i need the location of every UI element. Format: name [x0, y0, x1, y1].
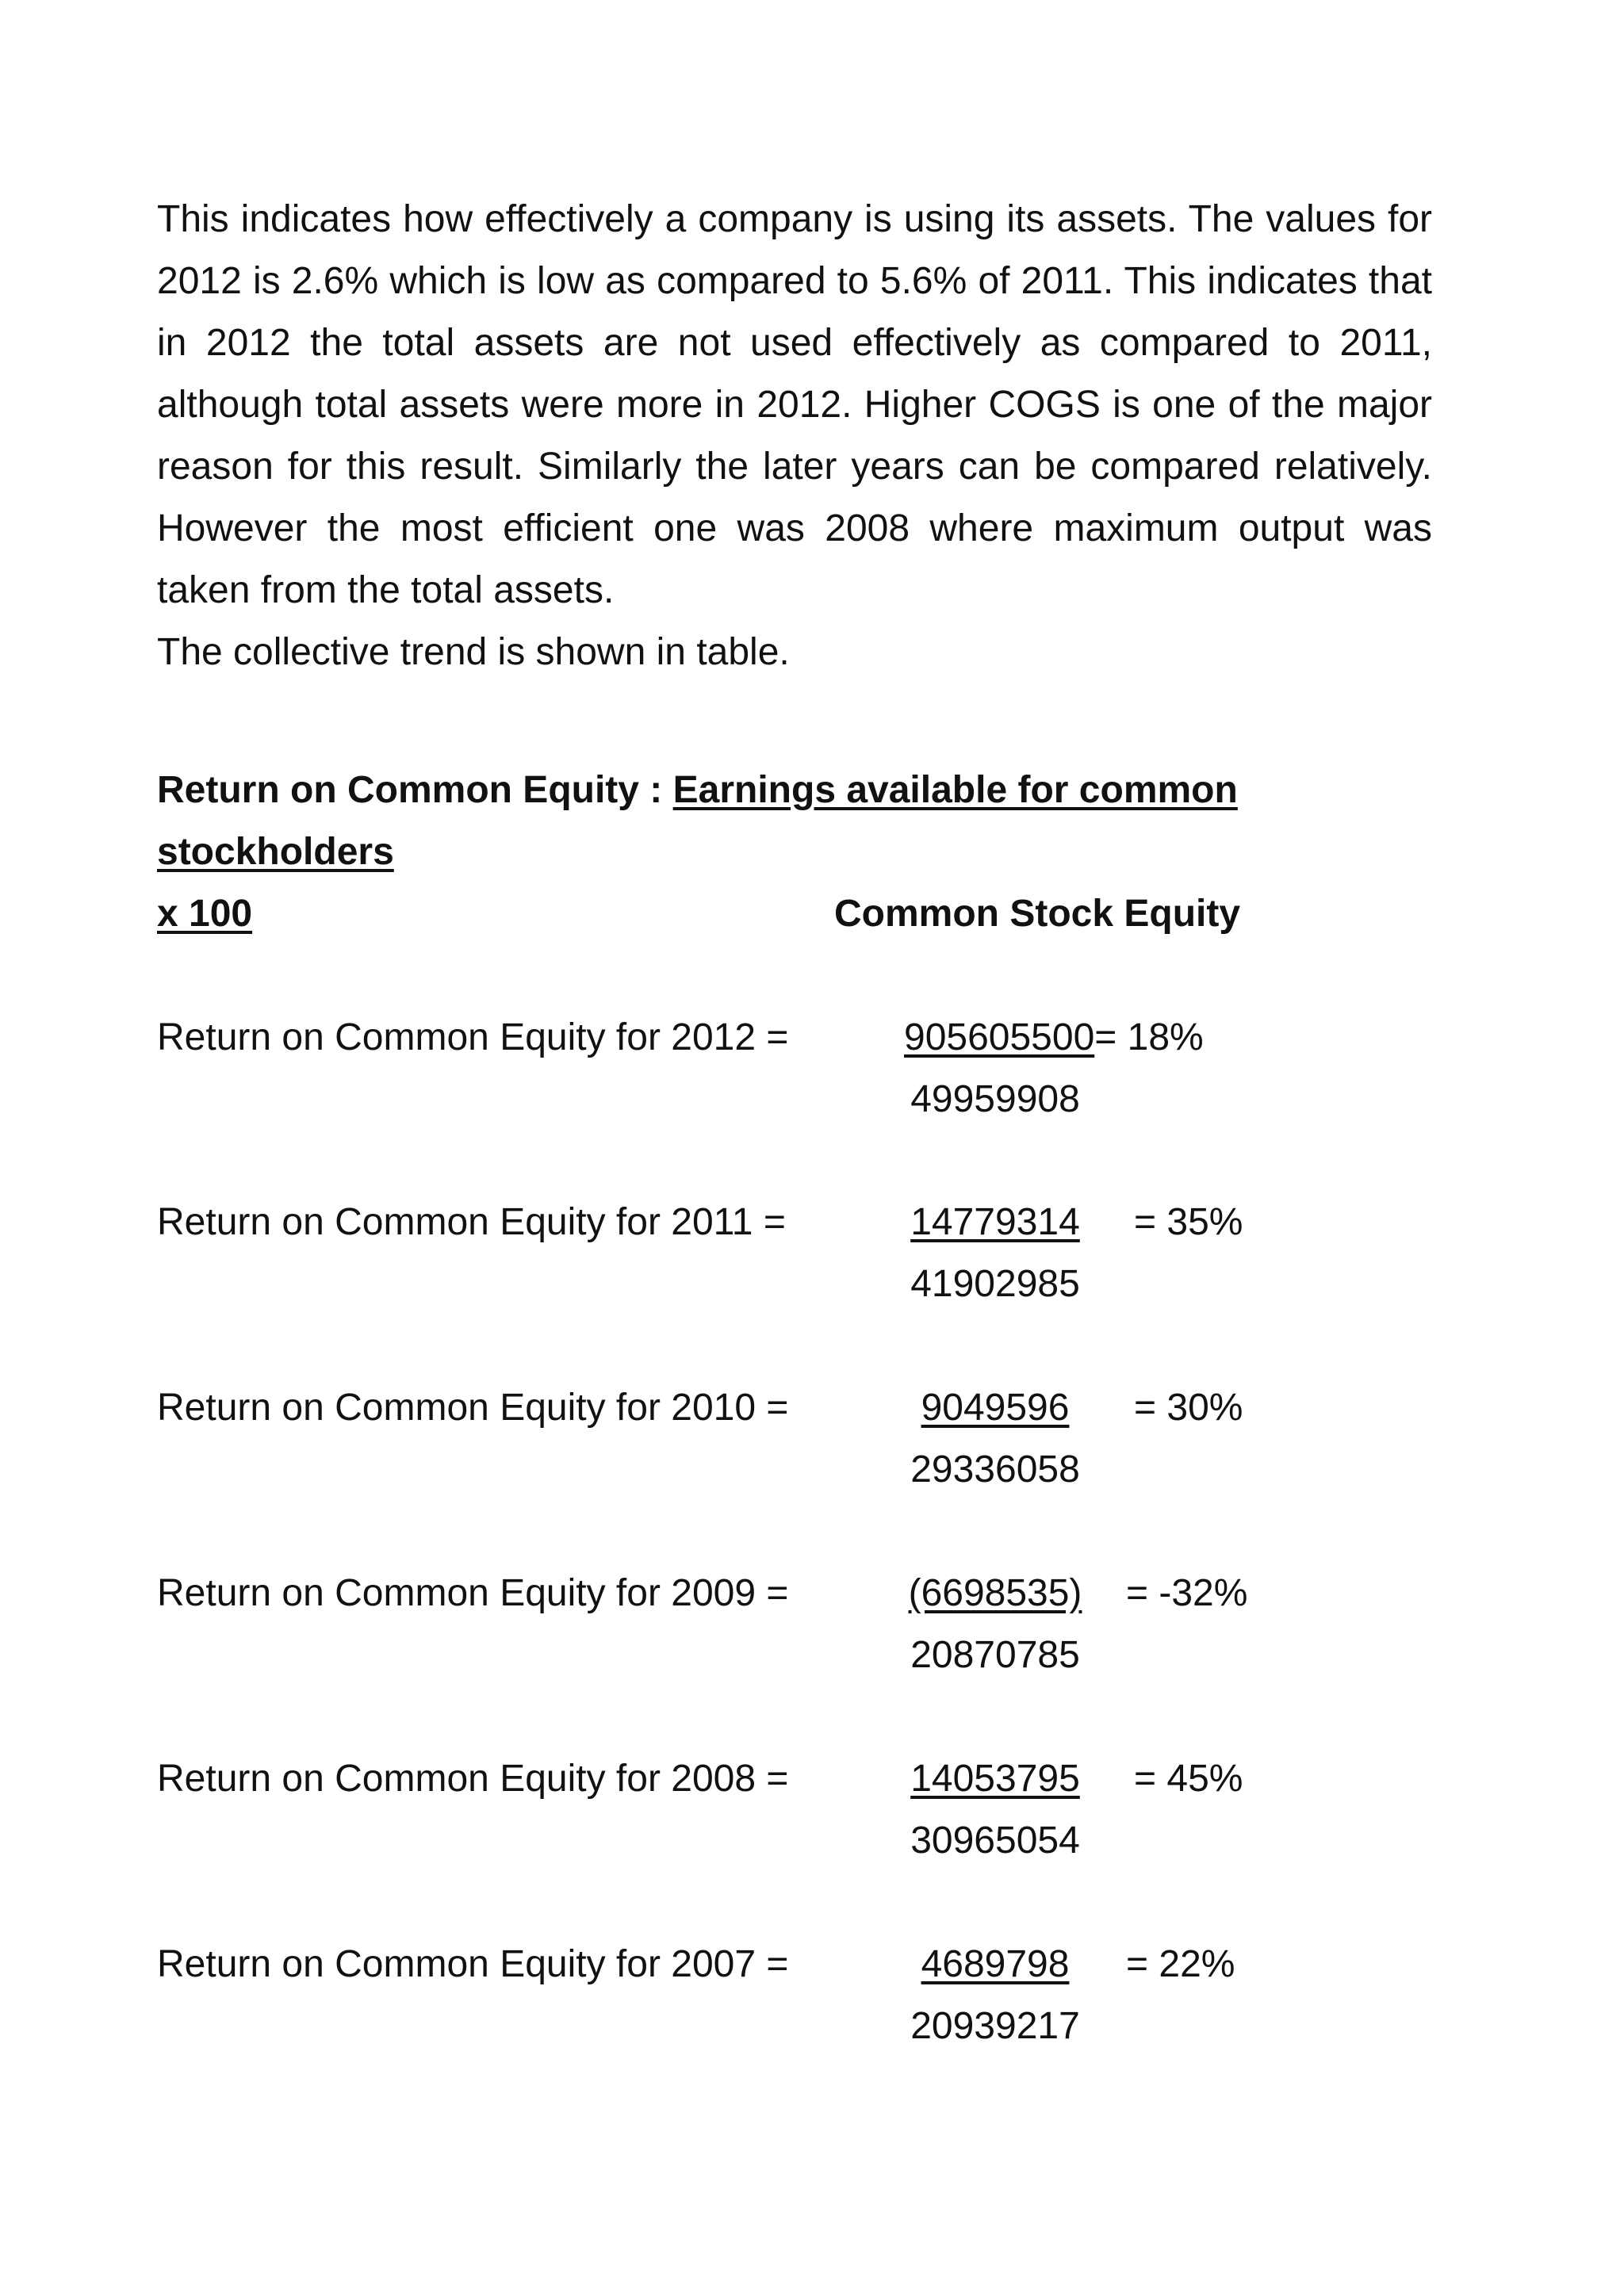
numerator-2010: 9049596: [921, 1387, 1070, 1429]
row-label-2012: Return on Common Equity for 2012 =: [157, 1016, 789, 1058]
numerator-2009: (6698535): [908, 1572, 1082, 1614]
trend-note: The collective trend is shown in table.: [157, 631, 790, 673]
row-label-2007: Return on Common Equity for 2007 =: [157, 1943, 789, 1985]
result-2007: = 22%: [1126, 1943, 1235, 1985]
result-2009: = -32%: [1126, 1572, 1248, 1614]
numerator-2007: 4689798: [921, 1943, 1070, 1985]
fraction-2009: [904, 1563, 1247, 1686]
formula-numerator: Earnings available for common stockholders: [157, 769, 1238, 873]
numerator-2012: 905605500: [904, 1016, 1095, 1058]
result-2010: = 30%: [1134, 1387, 1243, 1429]
result-2012: = 18%: [1094, 1016, 1204, 1058]
result-2011: = 35%: [1134, 1201, 1243, 1243]
row-label-2010: Return on Common Equity for 2010 =: [157, 1387, 789, 1429]
formula-multiplier: x 100: [157, 893, 253, 935]
intro-paragraph: This indicates how effectively a company is using its assets. The values for 2012 is 2.6% which is low as compared to 5.6% of 2011. This indicates that in 2012 the total assets are not used effectively as compared to 2011, although total assets were more in 2012. Higher COGS is one of the major reason for this result. Similarly the later years can be compared relatively. However the most efficient one was 2008 where maximum output was taken from the total assets.: [157, 198, 1432, 611]
fraction-2011: [904, 1192, 1243, 1315]
fraction-2008: [904, 1748, 1243, 1872]
denominator-2011: 41902985: [910, 1263, 1080, 1305]
denominator-2012: 49959908: [910, 1078, 1080, 1120]
denominator-2009: 20870785: [910, 1634, 1080, 1676]
result-2008: = 45%: [1134, 1758, 1243, 1800]
formula-denominator: Common Stock Equity: [834, 893, 1241, 935]
denominator-2007: 20939217: [910, 2005, 1080, 2047]
formula-heading: [157, 760, 1473, 945]
row-label-2009: Return on Common Equity for 2009 =: [157, 1572, 789, 1614]
intro-section: [157, 189, 1432, 683]
numerator-2008: 14053795: [910, 1758, 1080, 1800]
fraction-2010: [904, 1377, 1243, 1501]
fraction-2007: [904, 1934, 1235, 2057]
formula-label: Return on Common Equity :: [157, 769, 673, 811]
fraction-2012: [904, 1007, 1204, 1131]
denominator-2008: 30965054: [910, 1820, 1080, 1862]
denominator-2010: 29336058: [910, 1448, 1080, 1490]
numerator-2011: 14779314: [910, 1201, 1080, 1243]
row-label-2011: Return on Common Equity for 2011 =: [157, 1201, 786, 1243]
row-label-2008: Return on Common Equity for 2008 =: [157, 1758, 789, 1800]
